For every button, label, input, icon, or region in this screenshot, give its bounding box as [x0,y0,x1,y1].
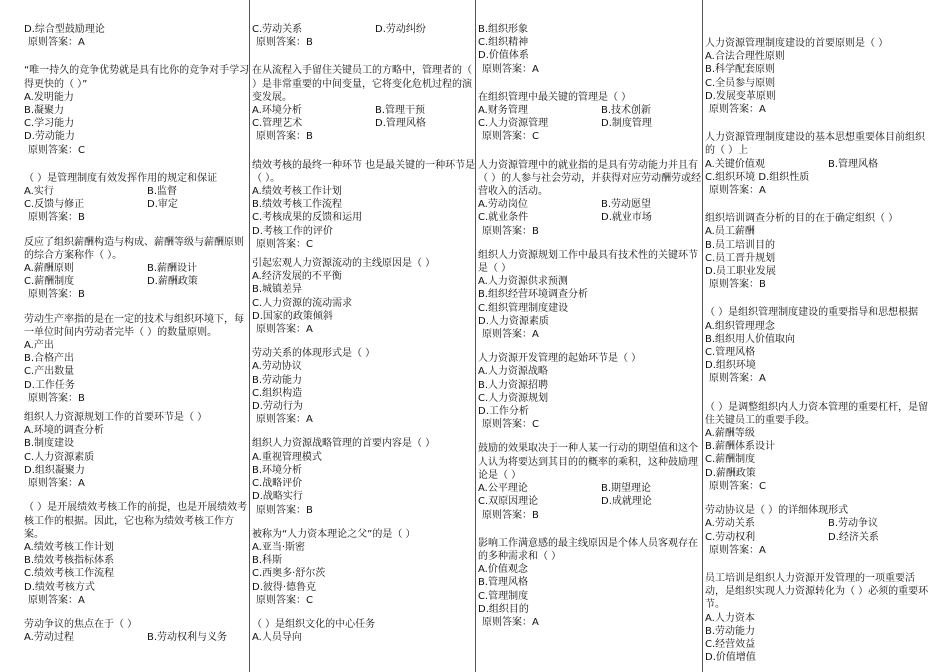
option-text: A.公平理论 [478,483,528,495]
column-4 [705,0,929,672]
block-gap [24,49,250,64]
question-stem: 劳动关系的体现形式是（ ） [252,348,376,360]
answer-text: 原则答案：B [256,131,313,143]
answer-text: 原则答案：A [482,329,539,341]
option-text: C.劳动权利 [705,531,756,543]
option-text: A.重视管理模式 [252,451,322,463]
option-text: C.考核成果的反馈和运用 [252,212,363,224]
question-block [24,411,250,490]
question-block [478,442,702,521]
column-1 [24,0,250,672]
question-stem: 引起宏观人力资源流动的主线原因是（ ） [252,258,436,270]
option-row [252,104,476,117]
option-text: C.经营效益 [705,638,756,650]
answer-text: 原则答案：B [28,392,85,404]
option-text: B.期望理论 [601,483,652,495]
question-stem: 人力资源开发管理的起始环节是（ ） [478,353,642,365]
option-text: C.双原因理论 [478,496,539,508]
option-text: C.人力资源管理 [478,118,549,130]
option-text: A.员工薪酬 [705,226,755,238]
option-row [24,631,250,644]
option-text: C.学习能力 [24,118,75,130]
question-block [705,131,929,197]
option-text: A.财务管理 [478,105,528,117]
option-text: B.劳动争议 [828,518,879,530]
answer-text: 原则答案：C [28,144,85,156]
block-gap [478,238,702,249]
option-text: A.人力资源战略 [478,366,548,378]
option-text: C.产出数量 [24,366,75,378]
block-gap [478,431,702,442]
option-text: D.劳动行为 [252,401,303,413]
question-block [252,64,476,143]
option-text: C.人力资源的流动需求 [252,297,353,309]
question-block [252,159,476,251]
block-gap [478,522,702,537]
question-block [252,528,476,607]
block-gap [705,291,929,306]
option-text: B.组织经营环境调查分析 [478,289,589,301]
option-text: A.经济发展的不平衡 [252,271,342,283]
question-block [705,401,929,493]
option-text: C.组织环境 D.组织性质 [705,171,810,183]
option-text: A.关键价值观 [705,158,765,170]
option-text: B.技术创新 [601,105,652,117]
option-text: A.环境的调查分析 [24,425,104,437]
option-text: D.价值体系 [478,50,529,62]
block-gap [705,197,929,212]
option-text: B.劳动能力 [252,374,303,386]
option-text: C.薪酬制度 [705,454,756,466]
question-block [24,618,250,644]
option-text: A.劳动岗位 [478,199,528,211]
block-gap [478,341,702,352]
answer-text: 原则答案：A [28,594,85,606]
option-text: C.组织管理制度建设 [478,302,569,314]
question-stem: 在组织管理中最关键的管理是（ ） [478,91,632,103]
question-block [705,504,929,557]
question-block [252,618,476,644]
option-text: B.员工培训目的 [705,239,776,251]
question-block [24,23,250,49]
answer-text: 原则答案：B [709,279,766,291]
block-gap [252,517,476,528]
block-gap [252,49,476,64]
question-block [478,352,702,431]
block-gap [252,336,476,347]
option-text: B.管理干预 [375,105,426,117]
question-stem: 在从流程入手留住关键员工的方略中，管理者的（ ）是非常重要的中间变量，它将变化危机过程的演变发展。 [252,65,472,103]
question-block [24,501,250,607]
option-text: C.管理制度 [478,590,529,602]
answer-text: 原则答案：A [709,185,766,197]
question-block [705,572,929,664]
option-text: A.人力资源供求预测 [478,276,568,288]
option-text: A.实行 [24,186,54,198]
question-block [24,236,250,302]
option-text: D.薪酬政策 [147,276,198,288]
option-text: C.薪酬制度 [24,276,75,288]
answer-text: 原则答案：A [256,324,313,336]
option-row [24,262,250,275]
option-text: D.劳动能力 [24,131,75,143]
block-gap [24,607,250,618]
question-stem: （ ）是组织管理制度建设的重要指导和思想根据 [705,307,919,319]
option-text: C.人力资源规划 [478,392,549,404]
answer-text: 原则答案：C [256,594,313,606]
option-text: C.全员参与原则 [705,77,776,89]
option-row [705,517,929,530]
answer-text: 原则答案：C [709,480,766,492]
option-text: A.薪酬原则 [24,263,74,275]
option-text: B.组织用人价值取向 [705,333,796,345]
answer-text: 原则答案：C [482,419,539,431]
question-block [24,64,250,156]
question-block [705,37,929,116]
option-text: C.员工晋升规划 [705,252,776,264]
question-stem: （ ）是管理制度有效发挥作用的规定和保证 [24,172,218,184]
question-block [252,437,476,516]
option-text: A.亚当·斯密 [252,541,306,553]
column-3 [478,0,702,672]
option-text: D.就业市场 [601,212,652,224]
option-row [24,185,250,198]
option-row [705,158,929,171]
option-row [478,117,702,130]
option-text: B.管理风格 [828,158,879,170]
option-text: C.就业条件 [478,212,529,224]
answer-text: 原则答案：B [256,37,313,49]
question-stem: 鼓励的效果取决于一种人某一行动的期望值和这个人认为将要达到其目的的概率的乘积，这种鼓励理论是（ ） [478,443,698,481]
question-block [478,249,702,341]
option-text: B.合格产出 [24,353,75,365]
block-gap [478,76,702,91]
option-text: A.劳动关系 [705,518,755,530]
option-row [478,482,702,495]
answer-text: 原则答案：B [256,504,313,516]
option-text: D.组织环境 [705,360,756,372]
option-text: A.组织管理理念 [705,320,775,332]
option-text: C.管理艺术 [252,118,303,130]
option-text: D.战略实行 [252,491,303,503]
block-gap [252,607,476,618]
question-stem: 组织人力资源规划工作中最具有技术性的关键环节是（ ） [478,249,698,275]
option-text: C.西奥多·舒尔茨 [252,568,326,580]
option-row [252,117,476,130]
option-text: D.经济关系 [828,531,879,543]
answer-text: 原则答案：A [256,414,313,426]
option-row [478,198,702,211]
answer-text: 原则答案：A [709,104,766,116]
option-text: B.劳动能力 [705,625,756,637]
option-text: D.国家的政策倾斜 [252,310,333,322]
option-text: D.制度管理 [601,118,652,130]
option-row [705,531,929,544]
option-text: D.组织凝聚力 [24,464,85,476]
option-text: D.管理风格 [375,118,426,130]
question-stem: 组织人力资源规划工作的首要环节是（ ） [24,412,208,424]
option-text: D.员工职业发展 [705,266,776,278]
block-gap [24,157,250,172]
option-text: D.成就理论 [601,496,652,508]
option-text: B.劳动权利与义务 [147,632,228,644]
question-stem: 被称为“人力资本理论之父”的是（ ） [252,528,416,540]
option-row [252,23,476,36]
option-text: C.人力资源素质 [24,451,95,463]
option-row [478,211,702,224]
option-text: B.科斯 [252,555,283,567]
question-stem: 绩效考核的最终一种环节 也是最关键的一种环节是（ ）。 [252,159,476,184]
answer-text: 原则答案：B [28,212,85,224]
option-text: D.组织目的 [478,603,529,615]
question-stem: （ ）是组织文化的中心任务 [252,618,376,630]
option-text: B.薪酬体系设计 [705,441,776,453]
option-text: B.组织形象 [478,24,529,35]
block-gap [705,493,929,504]
option-text: A.绩效考核工作计划 [252,186,342,198]
question-block [478,159,702,238]
option-text: D.工作任务 [24,379,75,391]
option-text: B.科学配套原则 [705,64,776,76]
option-text: B.绩效考核指标体系 [24,555,115,567]
option-text: D.薪酬政策 [705,467,756,479]
option-text: D.人力资源素质 [478,315,549,327]
option-text: B.城镇差异 [252,284,303,296]
option-text: D.劳动纠纷 [375,24,426,35]
question-stem: 员工培训是组织人力资源开发管理的一项重要活动，是组织实现人力资源转化为（ ）必须的重要环节。 [705,572,929,611]
option-text: A.劳动协议 [252,361,302,373]
option-text: A.发明能力 [24,91,74,103]
option-text: B.环境分析 [252,464,303,476]
option-text: A.人力资本 [705,612,755,624]
option-text: C.组织精神 [478,37,529,49]
option-text: B.人力资源招聘 [478,379,549,391]
answer-text: 原则答案：A [28,37,85,49]
block-gap [705,386,929,401]
block-gap [705,557,929,572]
option-text: D.绩效考核方式 [24,581,95,593]
option-text: A.产出 [24,340,54,352]
question-stem: 劳动生产率指的是在一定的技术与组织环境下，每一单位时间内劳动者完毕（ ）的数量原则。 [24,313,244,338]
question-block [252,23,476,49]
option-text: D.审定 [147,199,178,211]
question-stem: 组织人力资源战略管理的首要内容是（ ） [252,438,436,450]
option-text: B.劳动愿望 [601,199,652,211]
option-text: D.考核工作的评价 [252,225,333,237]
question-block [24,172,250,225]
block-gap [24,490,250,501]
option-text: A.薪酬等级 [705,428,755,440]
block-gap [24,302,250,313]
column-2 [252,0,476,672]
question-stem: 反应了组织薪酬构造与构成、薪酬等级与薪酬原则的综合方案称作（ ）。 [24,236,244,261]
answer-text: 原则答案：C [256,238,313,250]
option-text: A.环境分析 [252,105,302,117]
question-stem: 组织培训调查分析的目的在于确定组织（ ） [705,213,899,225]
block-gap [24,225,250,236]
option-text: B.薪酬设计 [147,263,198,275]
option-text: A.劳动过程 [24,632,74,644]
option-text: C.劳动关系 [252,24,303,35]
option-text: D.彼得·德鲁克 [252,581,317,593]
question-block [252,257,476,336]
option-text: A.绩效考核工作计划 [24,541,114,553]
question-stem: 人力资源管理中的就业指的是具有劳动能力并且有（ ）的人参与社会劳动，并获得对应劳动酬劳或经营收入的活动。 [478,159,702,198]
answer-text: 原则答案：B [482,225,539,237]
question-block [478,91,702,144]
question-stem: 人力资源管理制度建设的基本思想重要体目前组织的（ ）上 [705,132,925,157]
question-stem: “唯一持久的竞争优势就是具有比你的竞争对手学习得更快的（ ）” [24,65,250,90]
question-stem: 劳动协议是（ ）的详细体现形式 [705,505,849,517]
answer-text: 原则答案：A [709,544,766,556]
option-text: D.发展变革原则 [705,90,776,102]
answer-text: 原则答案：A [482,616,539,628]
option-text: B.监督 [147,186,178,198]
option-text: B.凝聚力 [24,105,65,117]
question-block [478,537,702,629]
option-text: D.综合型鼓励理论 [24,24,105,35]
option-text: C.反馈与修正 [24,199,85,211]
block-gap [478,144,702,159]
option-row [478,104,702,117]
question-stem: （ ）是开展绩效考核工作的前提，也是开展绩效考核工作的根据。因此，它也称为绩效考核工作方案。 [24,502,248,540]
question-block [478,23,702,76]
option-text: A.合法合理性原则 [705,51,785,63]
option-text: B.绩效考核工作流程 [252,199,343,211]
option-row [24,198,250,211]
option-text: C.管理风格 [705,347,756,359]
answer-text: 原则答案：B [482,509,539,521]
option-text: D.工作分析 [478,406,529,418]
answer-text: 原则答案：B [28,289,85,301]
question-stem: 劳动争议的焦点在于（ ） [24,618,138,630]
question-block [252,347,476,426]
answer-text: 原则答案：A [28,478,85,490]
option-text: C.绩效考核工作流程 [24,568,115,580]
answer-text: 原则答案：C [482,131,539,143]
question-block [705,306,929,385]
option-text: A.价值观念 [478,564,528,576]
answer-text: 原则答案：A [709,373,766,385]
option-text: B.管理风格 [478,577,529,589]
block-gap [705,116,929,131]
option-text: A.人员导向 [252,632,302,644]
option-text: C.组织构造 [252,387,303,399]
option-row [478,495,702,508]
option-text: C.战略评价 [252,478,303,490]
block-gap [252,144,476,159]
option-text: D.价值增值 [705,652,756,664]
question-stem: 人力资源管理制度建设的首要原则是（ ） [705,38,889,49]
block-gap [252,426,476,437]
question-stem: 影响工作满意感的最主线原因是个体人员客观存在的多种需求和（ ） [478,537,698,562]
question-stem: （ ）是调整组织内人力资本管理的重要杠杆，是留住关键员工的重要手段。 [705,401,929,426]
option-row [24,275,250,288]
question-block [705,212,929,291]
column-divider [702,0,703,672]
answer-text: 原则答案：A [482,63,539,75]
option-text: B.制度建设 [24,438,75,450]
question-block [24,313,250,405]
